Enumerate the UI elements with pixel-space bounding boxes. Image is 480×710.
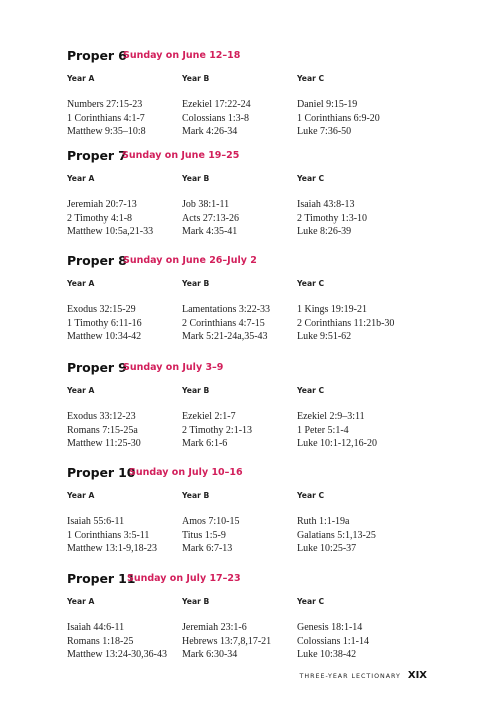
year-column-header: Year C [297,174,325,183]
proper-heading [67,360,427,376]
proper-section [67,48,427,137]
year-column-header: Year C [297,74,325,83]
proper-title: Proper 10 [67,465,136,480]
reading: Matthew 9:35–10:8 [67,126,146,137]
reading: Mark 5:21-24a,35-43 [182,331,268,342]
reading: Ruth 1:1-19a [297,516,350,527]
proper-heading [67,571,427,587]
page-footer [300,665,427,683]
readings-column [182,515,240,556]
proper-date: Sunday on June 12–18 [123,50,241,61]
running-title: THREE-YEAR LECTIONARY [299,673,401,680]
readings-column [182,303,270,344]
proper-heading [67,148,427,164]
reading: 2 Timothy 1:3-10 [297,212,368,224]
reading: Matthew 13:1-9,18-23 [67,543,157,554]
year-column-header: Year B [182,174,210,183]
reading: Genesis 18:1-14 [297,622,363,633]
reading: Romans 1:18-25 [67,635,134,647]
year-column-header: Year C [297,386,325,395]
year-column-header: Year B [182,597,210,606]
proper-section [67,360,427,449]
year-column-header: Year C [297,279,325,288]
reading: Romans 7:15-25a [67,424,138,436]
reading: 2 Timothy 2:1-13 [182,424,253,436]
year-column-header: Year A [67,174,95,183]
year-column-header: Year C [297,491,325,500]
proper-heading [67,465,427,481]
reading: Daniel 9:15-19 [297,99,358,110]
reading: Galatians 5:1,13-25 [297,529,376,541]
proper-title: Proper 11 [67,571,136,586]
proper-section [67,571,427,660]
readings-column [297,621,369,662]
reading: 1 Corinthians 3:5-11 [67,529,150,541]
readings-column [297,515,376,556]
reading: Hebrews 13:7,8,17-21 [182,635,272,647]
proper-section [67,148,427,237]
reading: Colossians 1:1-14 [297,635,369,647]
reading: Job 38:1-11 [182,199,230,210]
readings-column [182,98,251,139]
readings-column [182,198,239,239]
proper-date: Sunday on July 10–16 [129,467,243,478]
reading: Titus 1:5-9 [182,529,226,541]
reading: Exodus 32:15-29 [67,304,136,315]
readings-column [182,621,271,662]
reading: 1 Peter 5:1-4 [297,424,349,436]
readings-column [67,98,146,139]
reading: Isaiah 43:8-13 [297,199,355,210]
reading: 2 Corinthians 11:21b-30 [297,317,395,329]
proper-date: Sunday on June 19–25 [122,150,240,161]
year-column-header: Year B [182,74,210,83]
reading: Isaiah 44:6-11 [67,622,125,633]
year-column-header: Year B [182,279,210,288]
readings-column [297,98,380,139]
readings-column [182,410,252,451]
reading: Mark 6:7-13 [182,543,233,554]
reading: Luke 10:38-42 [297,649,357,660]
reading: Isaiah 55:6-11 [67,516,125,527]
readings-column [67,198,153,239]
year-column-header: Year B [182,491,210,500]
year-column-header: Year C [297,597,325,606]
proper-date: Sunday on July 17–23 [127,573,241,584]
reading: Jeremiah 20:7-13 [67,199,137,210]
proper-title: Proper 6 [67,48,127,63]
reading: Matthew 10:34-42 [67,331,142,342]
reading: Numbers 27:15-23 [67,99,143,110]
reading: 1 Timothy 6:11-16 [67,317,142,329]
reading: Ezekiel 2:9–3:11 [297,411,365,422]
reading: Acts 27:13-26 [182,212,239,224]
proper-heading [67,48,427,64]
reading: Ezekiel 17:22-24 [182,99,251,110]
reading: 1 Corinthians 6:9-20 [297,112,380,124]
proper-heading [67,253,427,269]
reading: Exodus 33:12-23 [67,411,136,422]
reading: Amos 7:10-15 [182,516,240,527]
proper-title: Proper 8 [67,253,127,268]
readings-column [67,515,157,556]
year-column-header: Year A [67,74,95,83]
readings-column [297,410,377,451]
readings-column [297,198,367,239]
proper-title: Proper 7 [67,148,127,163]
reading: Ezekiel 2:1-7 [182,411,236,422]
reading: Luke 10:1-12,16-20 [297,438,377,449]
reading: Mark 6:1-6 [182,438,228,449]
readings-column [67,621,167,662]
readings-column [67,410,141,451]
readings-column [297,303,394,344]
reading: Mark 4:26-34 [182,126,238,137]
year-column-header: Year A [67,279,95,288]
proper-title: Proper 9 [67,360,127,375]
reading: Jeremiah 23:1-6 [182,622,247,633]
page-number: XIX [407,670,427,681]
reading: Luke 8:26-39 [297,226,352,237]
reading: Matthew 13:24-30,36-43 [67,649,167,660]
year-column-header: Year A [67,597,95,606]
reading: Lamentations 3:22-33 [182,304,271,315]
reading: 1 Corinthians 4:1-7 [67,112,145,124]
proper-section [67,253,427,342]
reading: Mark 4:35-41 [182,226,238,237]
proper-date: Sunday on June 26–July 2 [123,255,257,266]
reading: Colossians 1:3-8 [182,112,249,124]
reading: Matthew 11:25-30 [67,438,141,449]
reading: 2 Timothy 4:1-8 [67,212,133,224]
reading: Luke 10:25-37 [297,543,357,554]
reading: Luke 9:51-62 [297,331,352,342]
year-column-header: Year A [67,491,95,500]
readings-column [67,303,142,344]
reading: 1 Kings 19:19-21 [297,304,367,315]
proper-section [67,465,427,554]
reading: Matthew 10:5a,21-33 [67,226,154,237]
reading: Luke 7:36-50 [297,126,352,137]
year-column-header: Year B [182,386,210,395]
year-column-header: Year A [67,386,95,395]
reading: 2 Corinthians 4:7-15 [182,317,265,329]
reading: Mark 6:30-34 [182,649,238,660]
proper-date: Sunday on July 3–9 [123,362,224,373]
